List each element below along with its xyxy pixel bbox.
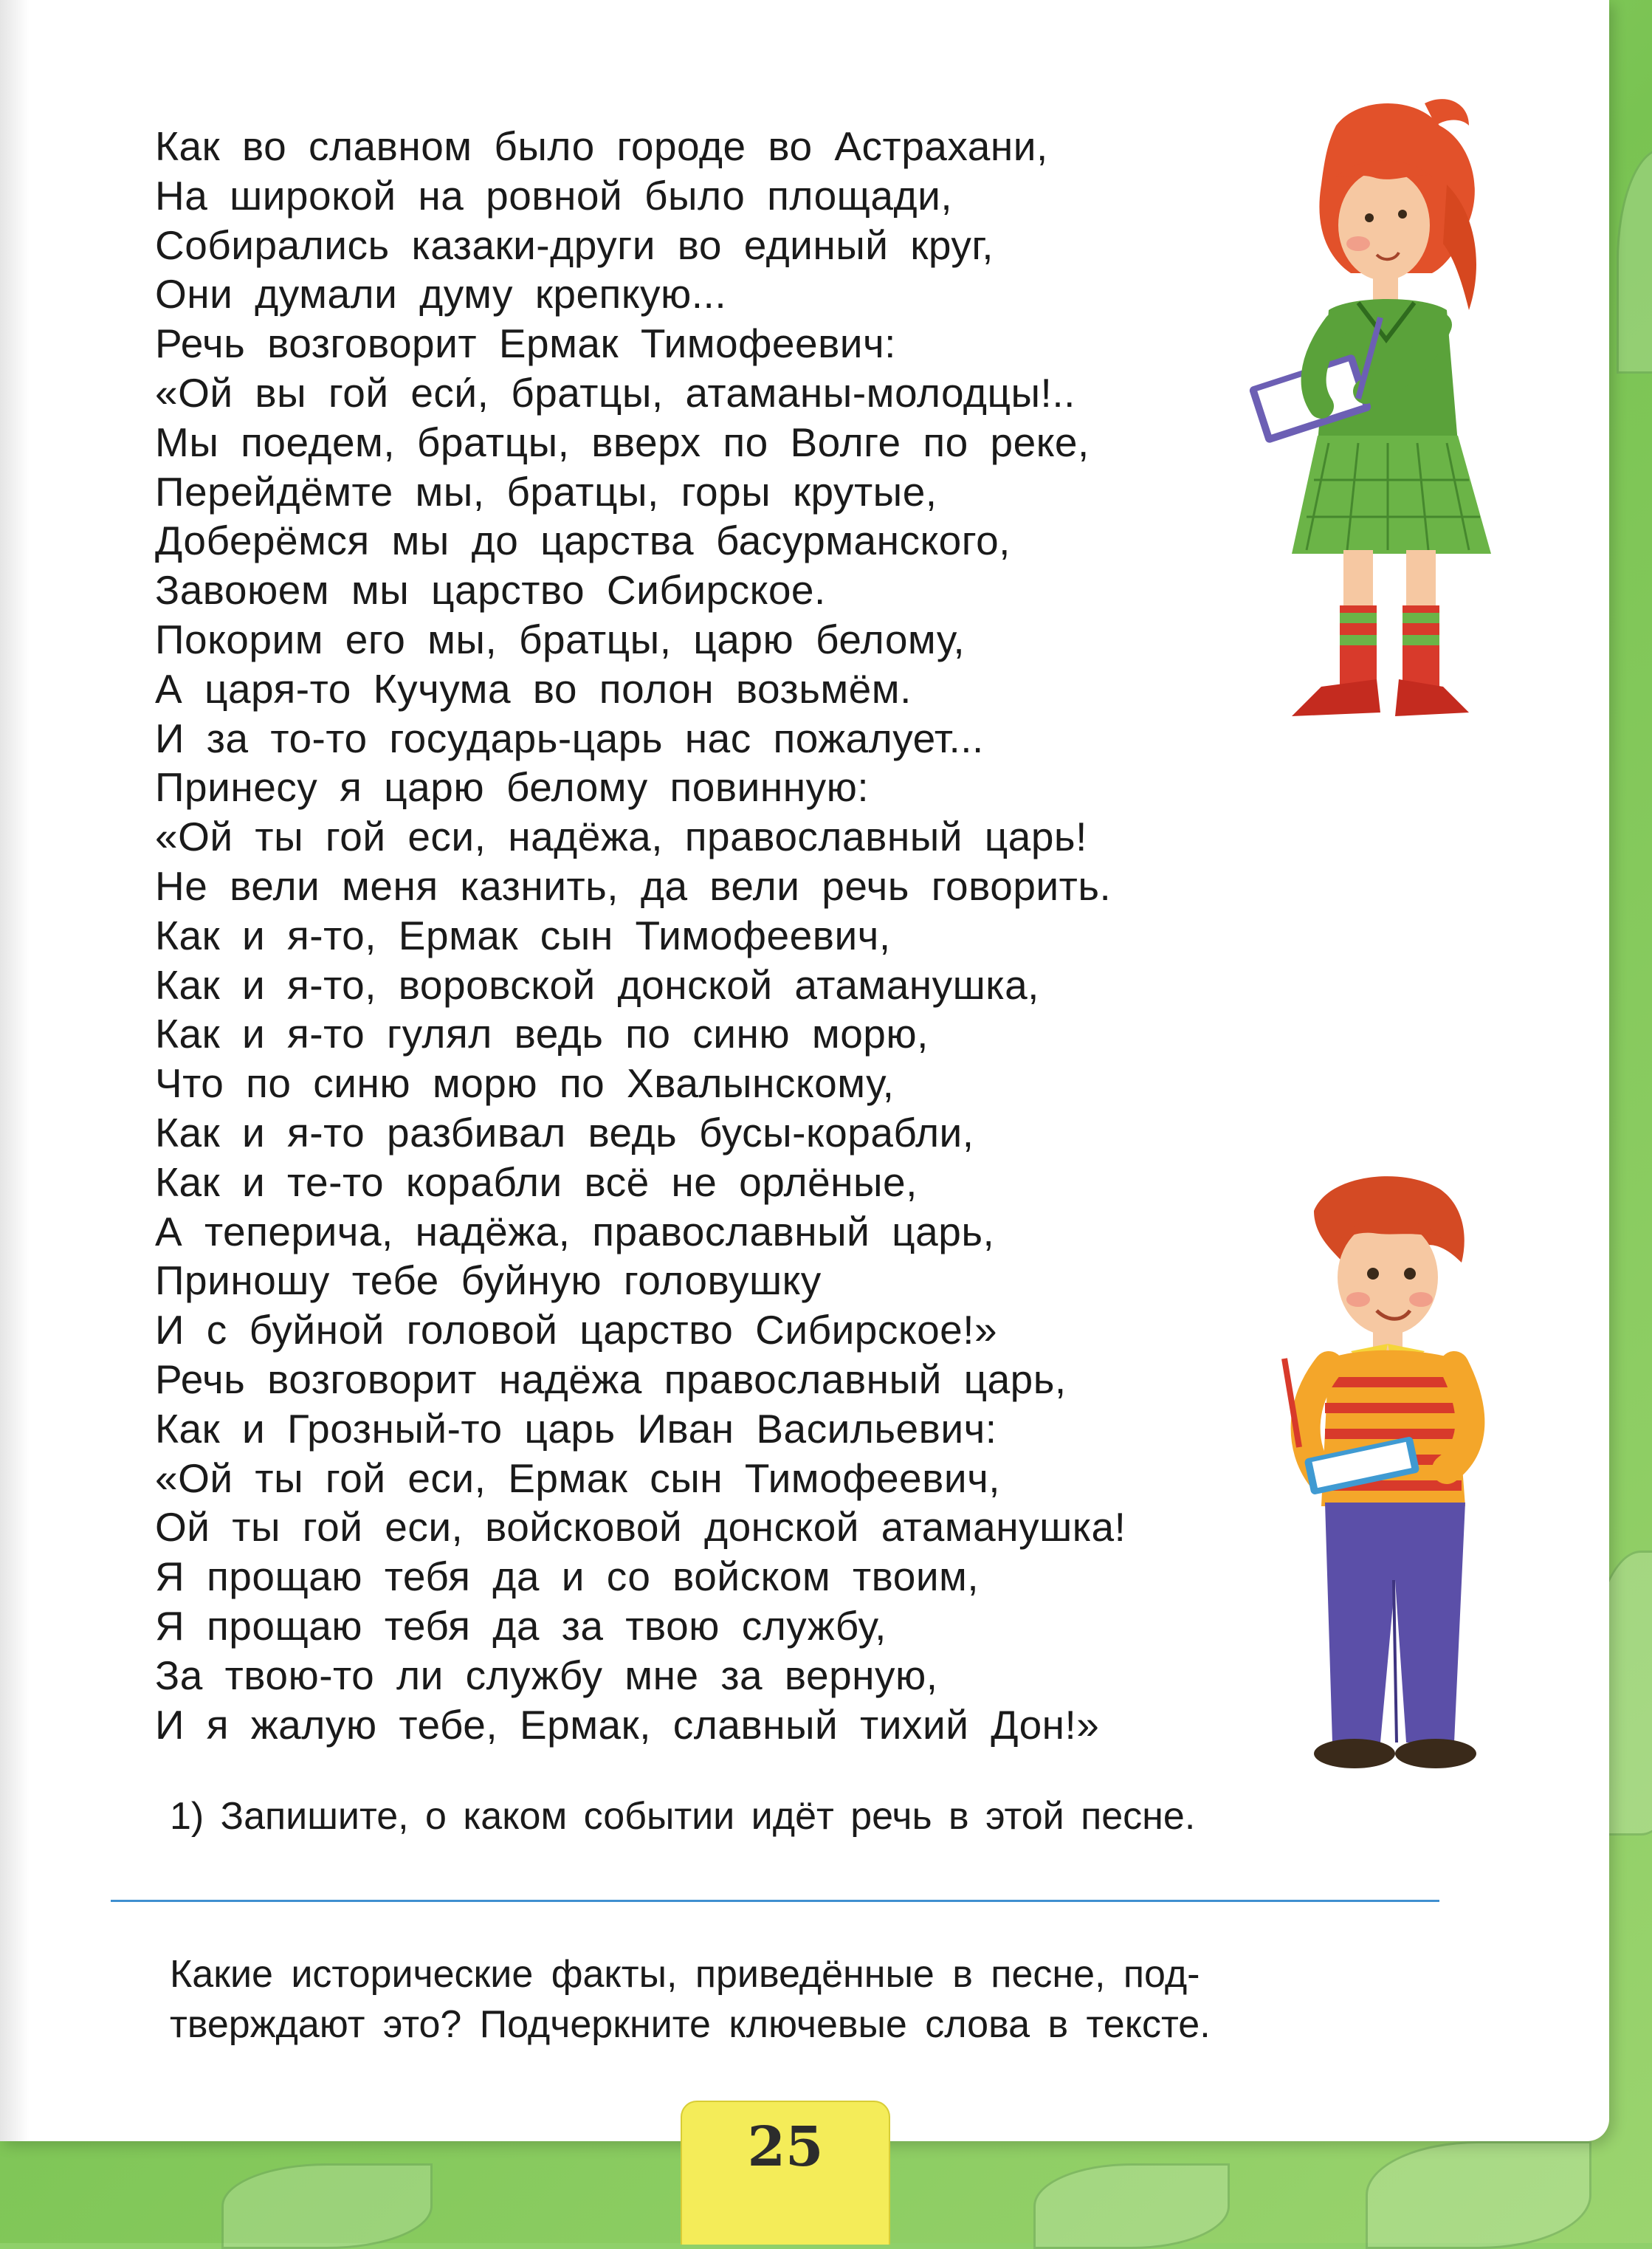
question-line: Какие исторические факты, приведённые в песне, под- [170,1953,1200,1996]
question-line: тверждают это? Подчеркните ключевые слова в тексте. [170,2003,1211,2046]
poem-line: Как и Грозный-то царь Иван Васильевич: [155,1405,997,1452]
poem-line: Что по синю морю по Хвалынскому, [155,1060,895,1107]
poem-line: А царя-то Кучума во полон возьмём. [155,665,912,712]
poem-line: Перейдёмте мы, братцы, горы крутые, [155,468,937,515]
poem-line: Как и я-то разбивал ведь бусы-корабли, [155,1109,974,1156]
poem-line: Как и я-то, воровской донской атаманушка, [155,961,1039,1008]
answer-line[interactable] [111,1900,1439,1902]
poem-line: Как и я-то, Ермак сын Тимофеевич, [155,912,891,958]
poem-line: И за то-то государь-царь нас пожалует... [155,715,984,761]
poem-line: Не вели меня казнить, да вели речь говорить. [155,862,1112,909]
poem-line: Покорим его мы, братцы, царю белому, [155,616,966,662]
girl-writing-illustration [1247,96,1498,724]
question-text [170,1949,1447,2050]
page-number: 25 [747,2115,824,2179]
poem-line: Я прощаю тебя да и со войском твоим, [155,1553,980,1600]
poem-line: Они думали думу крепкую... [155,271,727,317]
poem-text [155,122,1307,1749]
poem-line: Завоюем мы царство Сибирское. [155,567,826,614]
leaf-decoration [1366,2141,1591,2249]
poem-line: Доберёмся мы до царства басурманского, [155,518,1011,564]
page-number-tab [681,2101,890,2245]
page-spine-shadow [0,0,30,2141]
poem-line: «Ой ты гой еси, Ермак сын Тимофеевич, [155,1455,1001,1501]
poem-line: И с буйной головой царство Сибирское!» [155,1307,998,1353]
boy-writing-illustration [1270,1167,1513,1779]
poem-line: Приношу тебе буйную головушку [155,1257,822,1304]
poem-line: На широкой на ровной было площади, [155,172,953,219]
poem-line: За твою-то ли службу мне за верную, [155,1652,938,1698]
poem-line: «Ой вы гой еси́, братцы, атаманы-молодцы!.. [155,369,1075,416]
poem-line: Речь возговорит надёжа православный царь, [155,1356,1067,1402]
leaf-decoration [1033,2163,1230,2249]
poem-line: Я прощаю тебя да за твою службу, [155,1602,887,1649]
poem-line: Принесу я царю белому повинную: [155,764,870,811]
poem-line: Речь возговорит Ермак Тимофеевич: [155,320,896,367]
poem-line: Мы поедем, братцы, вверх по Волге по реке, [155,419,1090,465]
poem-line: Собирались казаки-други во единый круг, [155,222,994,268]
poem-line: И я жалую тебе, Ермак, славный тихий Дон!» [155,1701,1100,1748]
poem-line: Как и те-то корабли всё не орлёные, [155,1158,918,1205]
poem-line: Как и я-то гулял ведь по синю морю, [155,1011,929,1057]
poem-line: «Ой ты гой еси, надёжа, православный царь! [155,814,1087,860]
poem-line: Как во славном было городе во Астрахани, [155,123,1048,169]
poem-line: Ой ты гой еси, войсковой донской атаманушка! [155,1504,1126,1551]
leaf-decoration [221,2163,433,2249]
task-instruction: 1) Запишите, о каком событии идёт речь в этой песне. [170,1795,1196,1838]
poem-line: А теперича, надёжа, православный царь, [155,1208,995,1254]
